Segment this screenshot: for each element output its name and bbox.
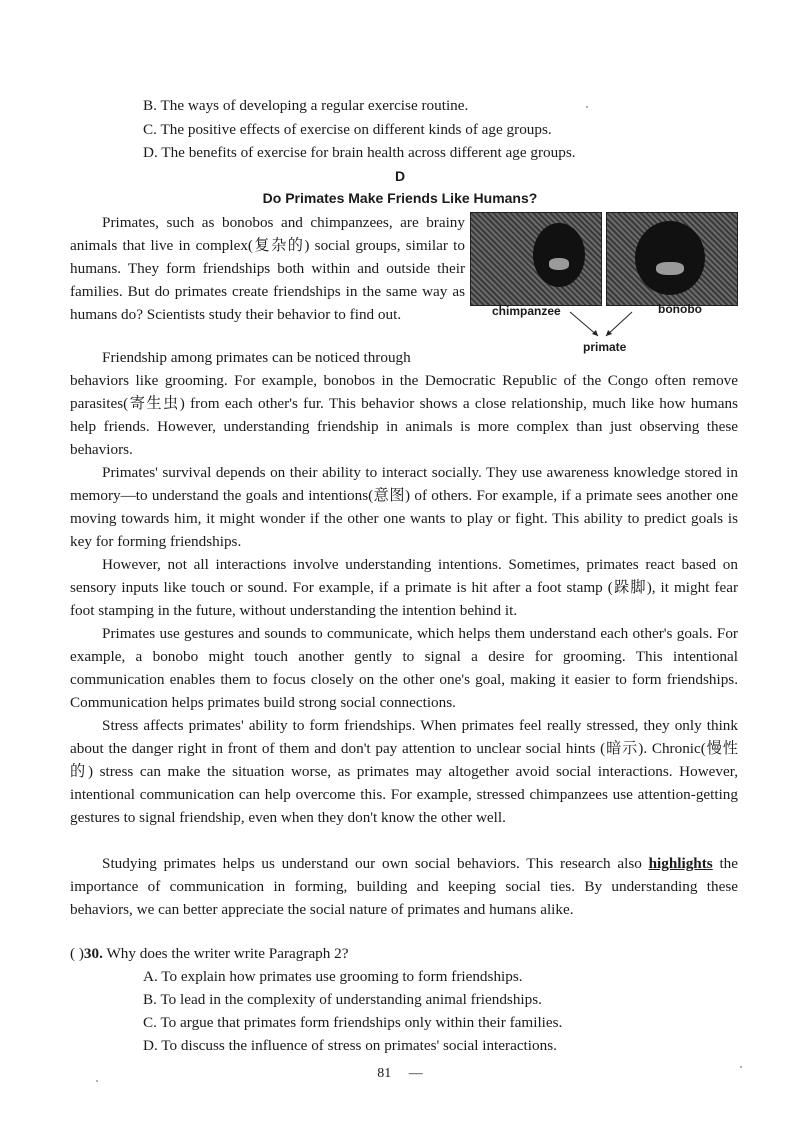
arrow-lines [470, 208, 738, 358]
paragraph-5: Primates use gestures and sounds to communicate, which helps them understand each other's goals. For example, a bonobo might touch another gently to signal a desire for grooming. This intentional communication enables them to focus closely on the other one's goal, making it easier to form friendships. Communication helps primates build strong social connections. [70, 625, 738, 712]
paragraph-4: However, not all interactions involve understanding intentions. Sometimes, primates react based on sensory inputs like touch or sound. For example, if a primate is hit after a foot stamp (跺脚), it might fear foot stamping in the future, without understanding the intention behind it. [70, 556, 738, 620]
question-number: 30. [83, 945, 103, 962]
paragraph-7 [70, 852, 738, 921]
article-title: Do Primates Make Friends Like Humans? [262, 190, 538, 206]
prev-option-c: C. The positive effects of exercise on different kinds of age groups. [143, 121, 552, 138]
page-number: 81 [377, 1066, 392, 1081]
option-b: B. To lead in the complexity of understanding animal friendships. [143, 991, 542, 1008]
speck [740, 1066, 742, 1068]
speck [586, 106, 588, 108]
label-chimpanzee: chimpanzee [492, 304, 561, 318]
page-dash: — [408, 1066, 423, 1081]
paragraph-1: Primates, such as bonobos and chimpanzees, are brainy animals that live in complex(复杂的) social groups, similar to humans. They form friendships both within and outside their families. But do primates create friendships in the same way as humans do? Scientists study their behavior to find out. [70, 214, 465, 324]
paragraph-7-start: Studying primates helps us understand our own social behaviors. This research also [102, 855, 642, 872]
label-primate: primate [583, 340, 627, 354]
prev-option-d: D. The benefits of exercise for brain health across different age groups. [143, 144, 576, 161]
label-bonobo: bonobo [658, 302, 702, 316]
section-letter: D [394, 168, 406, 184]
option-d: D. To discuss the influence of stress on primates' social interactions. [143, 1037, 557, 1054]
highlighted-word: highlights [648, 855, 713, 872]
speck [96, 1080, 98, 1082]
prev-option-b: B. The ways of developing a regular exercise routine. [143, 97, 469, 114]
question-stem: Why does the writer write Paragraph 2? [106, 945, 349, 962]
primate-figure [470, 208, 738, 358]
page-footer [0, 1066, 800, 1082]
option-c: C. To argue that primates form friendships only within their families. [143, 1014, 563, 1031]
paragraph-6: Stress affects primates' ability to form friendships. When primates feel really stressed, they only think about the danger right in front of them and don't pay attention to unclear social hints (暗示). Chronic(慢性的) stress can make the situation worse, as primates may altogether avoid social interactions. However, intentional communication can help overcome this. For example, stressed chimpanzees use attention-getting gestures to signal friendship, even when they don't know the other well. [70, 717, 738, 827]
paragraph-2-first-line: Friendship among primates can be noticed through [102, 349, 411, 366]
question-30 [70, 944, 349, 964]
option-a: A. To explain how primates use grooming to form friendships. [143, 968, 523, 985]
answer-blank[interactable]: ( ) [70, 945, 84, 962]
paragraph-3: Primates' survival depends on their ability to interact socially. They use awareness knowledge stored in memory—to understand the goals and intentions(意图) of others. For example, if a primate sees another one moving towards him, it might wonder if the other one wants to play or fight. This ability to predict goals is key for forming friendships. [70, 464, 738, 551]
paragraph-7-end: the importance of communication in forming, building and keeping social ties. By understanding these behaviors, we can better appreciate the social nature of primates and humans alike. [70, 855, 739, 919]
paragraph-2-rest: behaviors like grooming. For example, bonobos in the Democratic Republic of the Congo often remove parasites(寄生虫) from each other's fur. This behavior shows a close relationship, much like how humans help friends. However, understanding friendship in animals is more complex than just observing these behaviors. [70, 372, 738, 459]
